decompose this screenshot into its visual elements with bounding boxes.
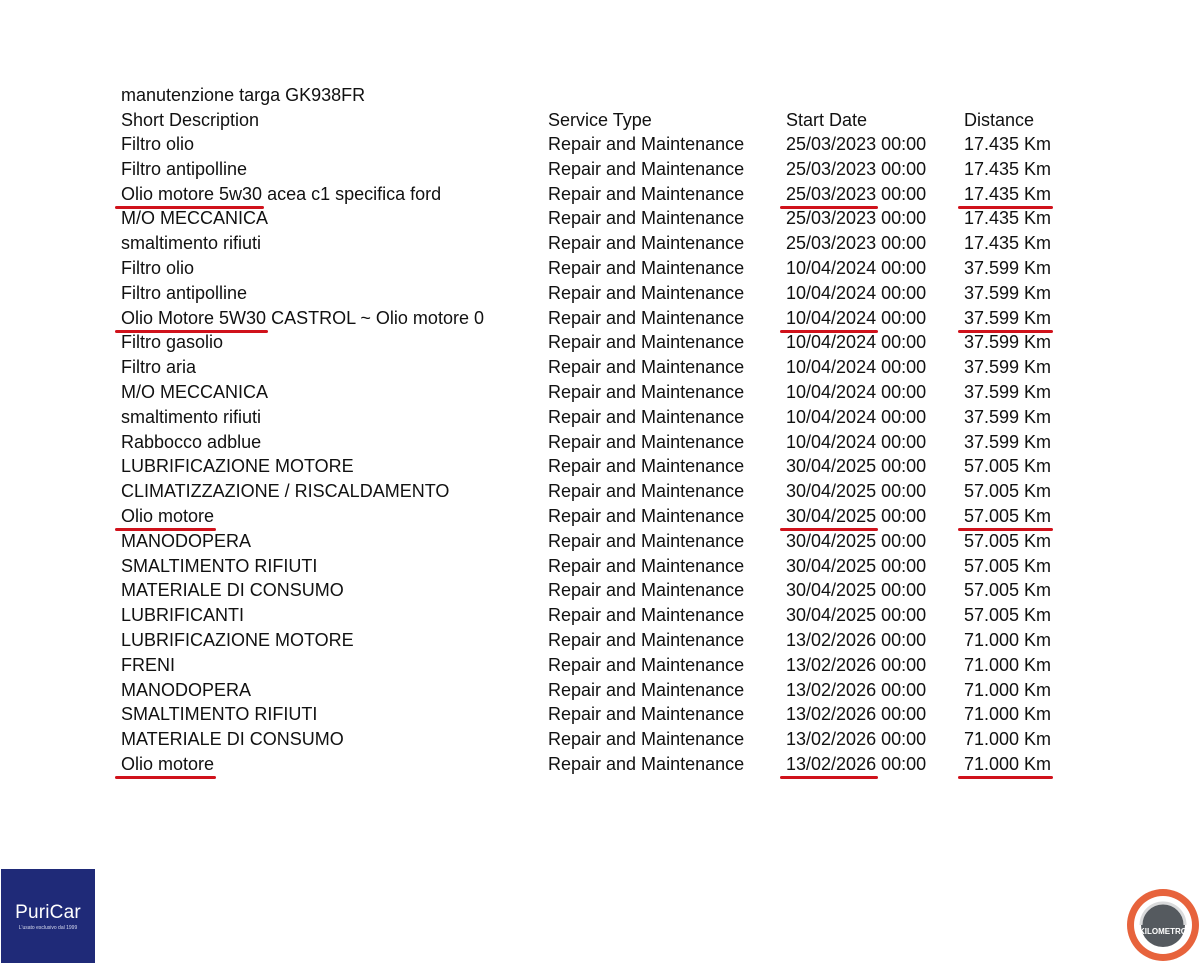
row-distance: 57.005 Km [964, 555, 1052, 576]
row-distance: 57.005 Km [964, 456, 1052, 477]
row-start-date: 25/03/2023 00:00 [786, 233, 927, 254]
row-service-type: Repair and Maintenance [548, 630, 745, 650]
row-distance: 57.005 Km [964, 605, 1052, 626]
row-service-type: Repair and Maintenance [548, 158, 745, 179]
puricar-logo [1, 869, 95, 963]
row-distance: 17.435 Km [964, 233, 1052, 254]
row-service-type: Repair and Maintenance [548, 357, 745, 378]
row-service-type: Repair and Maintenance [548, 704, 745, 725]
row-distance: 37.599 Km [964, 431, 1052, 452]
row-service-type: Repair and Maintenance [548, 481, 745, 502]
row-service-type: Repair and Maintenance [548, 456, 745, 477]
row-service-type: Repair and Maintenance [548, 605, 745, 626]
row-service-type: Repair and Maintenance [548, 406, 745, 427]
row-start-date: 30/04/2025 00:00 [786, 481, 927, 502]
row-distance: 37.599 Km [964, 332, 1052, 353]
row-service-type: Repair and Maintenance [548, 431, 745, 452]
row-distance [964, 504, 1051, 528]
row-description: Rabbocco adblue [121, 431, 262, 452]
row-start-date: 13/02/2026 00:00 [786, 729, 927, 750]
row-start-date: 25/03/2023 00:00 [786, 208, 927, 229]
row-distance: 71.000 Km [964, 729, 1052, 750]
row-description: Filtro gasolio [121, 332, 224, 353]
underlined-date: 10/04/2024 [786, 307, 877, 328]
row-start-date: 13/02/2026 00:00 [786, 679, 927, 700]
row-service-type: Repair and Maintenance [548, 654, 745, 675]
row-start-date: 25/03/2023 00:00 [786, 134, 927, 154]
underlined-text: Olio motore 5w30 [121, 183, 263, 204]
row-service-type: Repair and Maintenance [548, 282, 745, 303]
underlined-date: 13/02/2026 [786, 754, 877, 774]
row-start-date: 25/03/2023 00:00 [786, 158, 927, 179]
row-distance: 71.000 Km [964, 630, 1052, 650]
row-service-type: Repair and Maintenance [548, 679, 745, 700]
underlined-text: Olio motore [121, 506, 215, 526]
row-start-date: 30/04/2025 00:00 [786, 580, 927, 601]
row-description: smaltimento rifiuti [121, 406, 262, 427]
row-distance: 57.005 Km [964, 481, 1052, 502]
row-service-type: Repair and Maintenance [548, 332, 745, 353]
row-service-type: Repair and Maintenance [548, 729, 745, 750]
row-description: Olio Motore 5W30 CASTROL ~ Olio motore 0 [121, 307, 484, 328]
row-service-type: Repair and Maintenance [548, 183, 745, 204]
row-distance: 71.000 Km [964, 679, 1052, 700]
underlined-distance: 71.000 Km [964, 754, 1052, 774]
row-description: Filtro antipolline [121, 158, 248, 179]
row-distance: 37.599 Km [964, 406, 1052, 427]
puricar-logo-tagline: L'usato esclusivo dal 1999 [18, 925, 78, 931]
odometer-badge-icon [1126, 888, 1200, 962]
row-service-type: Repair and Maintenance [548, 208, 745, 229]
row-start-date: 13/02/2026 00:00 [786, 654, 927, 675]
row-start-date: 30/04/2025 00:00 [786, 456, 927, 477]
row-description [121, 752, 214, 776]
row-distance: 71.000 Km [964, 704, 1052, 725]
underlined-distance: 37.599 Km [964, 307, 1052, 328]
row-description: Filtro olio [121, 134, 195, 154]
svg-text:KILOMETRO: KILOMETRO [1139, 927, 1187, 936]
row-start-date: 13/02/2026 00:00 [786, 754, 927, 774]
row-start-date: 10/04/2024 00:00 [786, 382, 927, 402]
row-start-date: 10/04/2024 00:00 [786, 332, 927, 353]
row-description: LUBRIFICANTI [121, 605, 245, 626]
row-description: Filtro antipolline [121, 282, 248, 303]
underlined-text: Olio Motore 5W30 [121, 307, 267, 328]
row-start-date: 30/04/2025 00:00 [786, 605, 927, 626]
row-description: MANODOPERA [121, 679, 252, 700]
puricar-logo-name: PuriCar [15, 902, 81, 923]
row-start-date: 13/02/2026 00:00 [786, 704, 927, 725]
row-start-date: 10/04/2024 00:00 [786, 406, 927, 427]
row-start-date: 30/04/2025 00:00 [786, 555, 927, 576]
underlined-distance: 17.435 Km [964, 183, 1052, 204]
row-service-type: Repair and Maintenance [548, 506, 745, 526]
row-start-date: 10/04/2024 00:00 [786, 357, 927, 378]
row-service-type: Repair and Maintenance [548, 530, 745, 551]
row-service-type: Repair and Maintenance [548, 233, 745, 254]
row-service-type: Repair and Maintenance [548, 580, 745, 601]
row-service-type: Repair and Maintenance [548, 307, 745, 328]
header-description: Short Description [121, 110, 260, 130]
row-distance: 17.435 Km [964, 208, 1052, 229]
row-description: smaltimento rifiuti [121, 233, 262, 254]
row-distance: 17.435 Km [964, 134, 1052, 154]
row-description: MATERIALE DI CONSUMO [121, 580, 344, 601]
row-distance: 71.000 Km [964, 654, 1052, 675]
row-description: MANODOPERA [121, 530, 252, 551]
row-description: M/O MECCANICA [121, 208, 269, 229]
row-service-type: Repair and Maintenance [548, 555, 745, 576]
row-start-date: 10/04/2024 00:00 [786, 258, 927, 278]
underlined-text: Olio motore [121, 754, 215, 774]
row-service-type: Repair and Maintenance [548, 382, 745, 402]
row-distance: 37.599 Km [964, 258, 1052, 278]
row-description: SMALTIMENTO RIFIUTI [121, 555, 318, 576]
row-distance [964, 306, 1051, 330]
row-description: FRENI [121, 654, 175, 675]
row-distance: 37.599 Km [964, 357, 1052, 378]
row-distance: 37.599 Km [964, 282, 1052, 303]
row-start-date: 30/04/2025 00:00 [786, 506, 927, 526]
row-distance: 57.005 Km [964, 530, 1052, 551]
underlined-date: 30/04/2025 [786, 506, 877, 526]
row-service-type: Repair and Maintenance [548, 258, 745, 278]
underlined-date: 25/03/2023 [786, 183, 877, 204]
row-distance: 57.005 Km [964, 580, 1052, 601]
header-distance: Distance [964, 110, 1035, 130]
header-date: Start Date [786, 110, 868, 130]
row-description: MATERIALE DI CONSUMO [121, 729, 344, 750]
row-start-date: 30/04/2025 00:00 [786, 530, 927, 551]
row-description: SMALTIMENTO RIFIUTI [121, 704, 318, 725]
row-description: Filtro olio [121, 258, 195, 278]
row-distance: 17.435 Km [964, 158, 1052, 179]
row-start-date: 10/04/2024 00:00 [786, 431, 927, 452]
row-description: M/O MECCANICA [121, 382, 269, 402]
row-description: LUBRIFICAZIONE MOTORE [121, 456, 354, 477]
row-description: CLIMATIZZAZIONE / RISCALDAMENTO [121, 481, 450, 502]
row-start-date: 25/03/2023 00:00 [786, 183, 927, 204]
row-description: Filtro aria [121, 357, 197, 378]
row-distance: 37.599 Km [964, 382, 1052, 402]
row-start-date: 13/02/2026 00:00 [786, 630, 927, 650]
row-description [121, 504, 214, 528]
underlined-distance: 57.005 Km [964, 506, 1052, 526]
row-description: Olio motore 5w30 acea c1 specifica ford [121, 183, 442, 204]
row-description: LUBRIFICAZIONE MOTORE [121, 630, 354, 650]
row-distance [964, 752, 1051, 776]
row-distance [964, 182, 1051, 206]
document-title: manutenzione targa GK938FR [121, 85, 366, 105]
row-start-date: 10/04/2024 00:00 [786, 282, 927, 303]
row-service-type: Repair and Maintenance [548, 754, 745, 774]
row-start-date: 10/04/2024 00:00 [786, 307, 927, 328]
row-service-type: Repair and Maintenance [548, 134, 745, 154]
header-service: Service Type [548, 110, 652, 130]
